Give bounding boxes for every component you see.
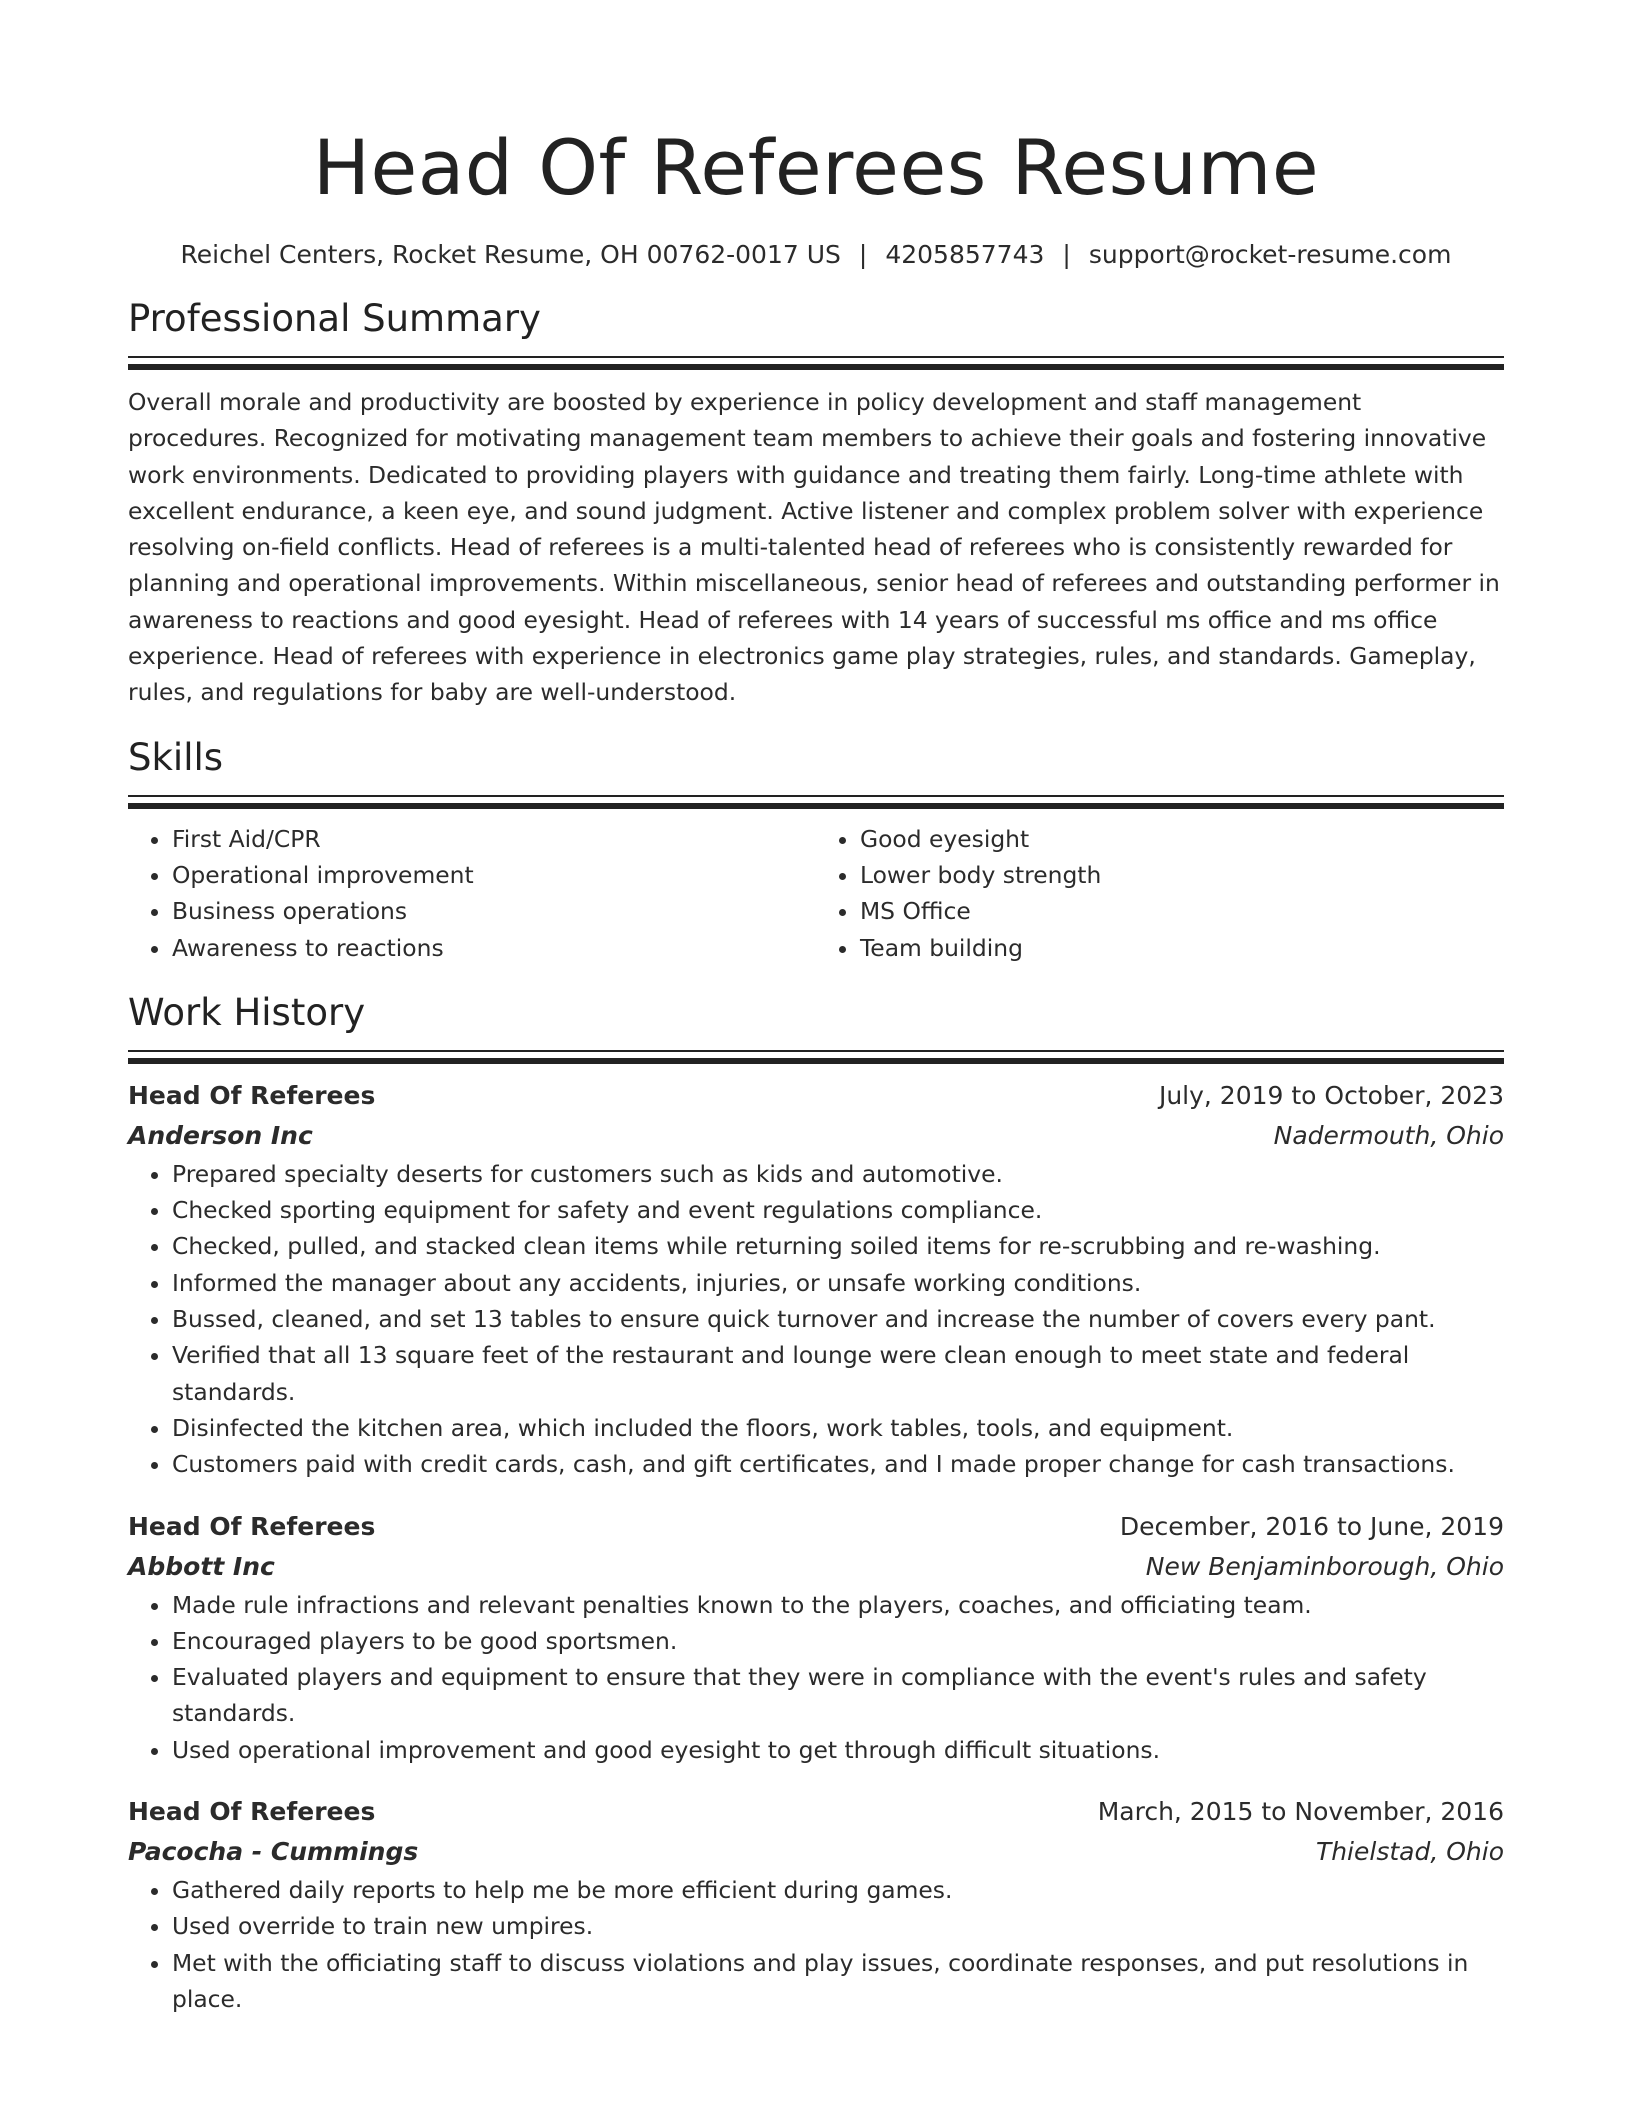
- summary-section: [128, 296, 1504, 711]
- skills-section: [128, 735, 1504, 966]
- skill-item: • Good eyesight: [860, 821, 1504, 857]
- job-title: Head Of Referees: [128, 1080, 376, 1110]
- page-title: Head Of Referees Resume: [312, 123, 1320, 212]
- skills-columns: [128, 821, 1504, 966]
- job-subheader: [128, 1832, 1504, 1872]
- job-bullet: • Met with the officiating staff to discuss violations and play issues, coordinate responses, and put resolutions in place.: [172, 1945, 1504, 2018]
- job-bullet: • Used override to train new umpires.: [172, 1908, 1504, 1944]
- job-company: Anderson Inc: [128, 1120, 313, 1150]
- contact-phone: 4205857743: [885, 240, 1045, 269]
- job-bullet-list: [128, 1872, 1504, 2017]
- job-header: [128, 1507, 1504, 1547]
- section-divider: [128, 795, 1504, 809]
- job-location: New Benjaminborough, Ohio: [1145, 1551, 1504, 1581]
- contact-email: support@rocket-resume.com: [1088, 240, 1452, 269]
- job-header: [128, 1076, 1504, 1116]
- job-location: Nadermouth, Ohio: [1273, 1120, 1504, 1150]
- skills-right-column: [816, 821, 1504, 966]
- job-bullet: • Made rule infractions and relevant penalties known to the players, coaches, and officiating team.: [172, 1587, 1504, 1623]
- summary-text: Overall morale and productivity are boosted by experience in policy development and staff management procedures. Recognized for motivating management team members to achieve their goals and fostering innovative work environments. Dedicated to providing players with guidance and treating them fairly. Long-time athlete with excellent endurance, a keen eye, and sound judgment. Active listener and complex problem solver with experience resolving on-field conflicts. Head of referees is a multi-talented head of referees who is consistently rewarded for planning and operational improvements. Within miscellaneous, senior head of referees and outstanding performer in awareness to reactions and good eyesight. Head of referees with 14 years of successful ms office and ms office experience. Head of referees with experience in electronics game play strategies, rules, and standards. Gameplay, rules, and regulations for baby are well-understood.: [128, 388, 1500, 707]
- job-company: Pacocha - Cummings: [128, 1837, 419, 1867]
- job-company: Abbott Inc: [128, 1551, 275, 1581]
- job-bullet: • Prepared specialty deserts for customers such as kids and automotive.: [172, 1156, 1504, 1192]
- job-entry: [128, 1507, 1504, 1768]
- job-bullet: • Bussed, cleaned, and set 13 tables to ensure quick turnover and increase the number of covers every pant.: [172, 1301, 1504, 1337]
- job-subheader: [128, 1547, 1504, 1587]
- contact-address: Reichel Centers, Rocket Resume, OH 00762-0017 US: [180, 240, 841, 269]
- job-bullet: • Checked sporting equipment for safety and event regulations compliance.: [172, 1192, 1504, 1228]
- work-history-section: [128, 990, 1504, 2017]
- job-title: Head Of Referees: [128, 1511, 376, 1541]
- skill-item: • Team building: [860, 930, 1504, 966]
- contact-separator: |: [1062, 240, 1071, 269]
- job-dates: December, 2016 to June, 2019: [1119, 1511, 1504, 1541]
- section-heading-summary: Professional Summary: [128, 297, 541, 340]
- contact-separator: |: [858, 240, 868, 269]
- skill-item: • First Aid/CPR: [172, 821, 816, 857]
- job-bullet: • Verified that all 13 square feet of the restaurant and lounge were clean enough to meet state and federal standards.: [172, 1337, 1504, 1410]
- skill-item: • Lower body strength: [860, 857, 1504, 893]
- skill-item: • Awareness to reactions: [172, 930, 816, 966]
- resume-page: [128, 118, 1504, 2017]
- section-divider: [128, 1050, 1504, 1064]
- section-heading-work-history: Work History: [128, 990, 366, 1034]
- job-subheader: [128, 1116, 1504, 1156]
- skills-left-column: [128, 821, 816, 966]
- job-dates: July, 2019 to October, 2023: [1158, 1080, 1504, 1110]
- job-bullet: • Gathered daily reports to help me be more efficient during games.: [172, 1872, 1504, 1908]
- job-bullet: • Checked, pulled, and stacked clean items while returning soiled items for re-scrubbing and re-washing.: [172, 1228, 1504, 1264]
- job-header: [128, 1792, 1504, 1832]
- job-bullet: • Customers paid with credit cards, cash, and gift certificates, and I made proper change for cash transactions.: [172, 1446, 1504, 1482]
- skill-item: • Operational improvement: [172, 857, 816, 893]
- job-bullet: • Used operational improvement and good eyesight to get through difficult situations.: [172, 1732, 1504, 1768]
- job-title: Head Of Referees: [128, 1797, 376, 1827]
- job-bullet: • Evaluated players and equipment to ensure that they were in compliance with the event's rules and safety standards.: [172, 1659, 1504, 1732]
- job-entry: [128, 1792, 1504, 2017]
- job-dates: March, 2015 to November, 2016: [1097, 1797, 1504, 1827]
- skill-item: • Business operations: [172, 893, 816, 929]
- job-bullet-list: [128, 1587, 1504, 1768]
- job-bullet: • Informed the manager about any accidents, injuries, or unsafe working conditions.: [172, 1265, 1504, 1301]
- job-bullet-list: [128, 1156, 1504, 1483]
- skill-item: • MS Office: [860, 893, 1504, 929]
- job-location: Thielstad, Ohio: [1315, 1837, 1504, 1867]
- job-entry: [128, 1076, 1504, 1483]
- job-bullet: • Disinfected the kitchen area, which included the floors, work tables, tools, and equipment.: [172, 1410, 1504, 1446]
- section-heading-skills: Skills: [128, 735, 224, 779]
- contact-line: [128, 238, 1504, 272]
- section-divider: [128, 356, 1504, 370]
- job-bullet: • Encouraged players to be good sportsmen.: [172, 1623, 1504, 1659]
